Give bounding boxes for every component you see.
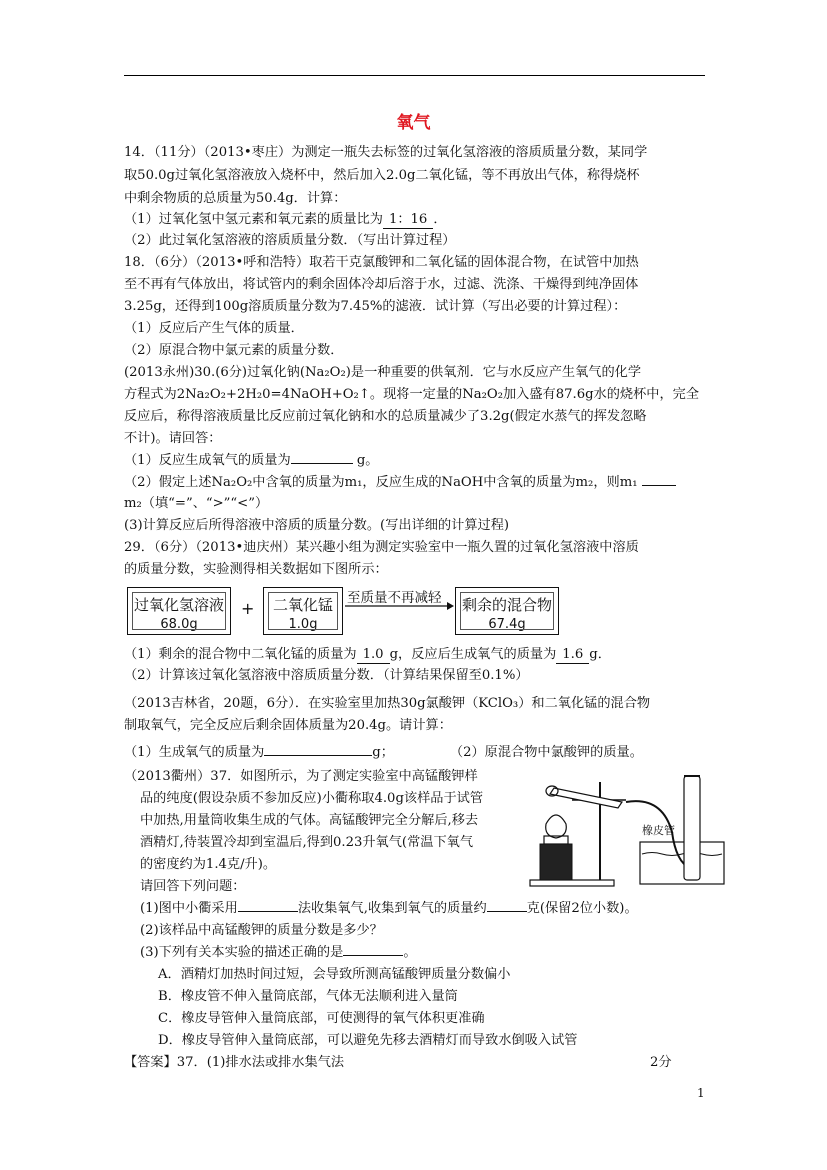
text-line: 请回答下列问题：	[140, 879, 246, 894]
text-line: (2)该样品中高锰酸钾的质量分数是多少？	[140, 923, 383, 938]
answer-line: 【答案】37．(1)排水法或排水集气法	[124, 1055, 345, 1070]
q37-part1: (1)图中小衢采用 法收集氧气,收集到氧气的质量约 克(保留2位小数)。	[140, 901, 638, 916]
q29-answer-1: 1.0	[357, 647, 390, 664]
text-line: （1）反应后产生气体的质量．	[124, 321, 304, 336]
answer-tag: 【答案】	[124, 1055, 177, 1070]
flow-box-residue: 剩余的混合物 67.4g	[455, 587, 559, 635]
text-line: 3.25g，还得到100g溶质质量分数为7.45%的滤液．试计算（写出必要的计算过程）：	[124, 299, 627, 314]
option-c: C．橡皮导管伸入量筒底部，可使测得的氧气体积更准确	[158, 1011, 485, 1026]
text-line: 18．（6分）（2013•呼和浩特）取若干克氯酸钾和二氧化锰的固体混合物，在试管中加热	[124, 255, 639, 270]
text-line: 不计)。请回答：	[124, 431, 222, 446]
text-line: 14．（11分）（2013•枣庄）为测定一瓶失去标签的过氧化氢溶液的溶质质量分数，某同学	[124, 145, 648, 160]
text-line: （2013衢州）37．如图所示，为了测定实验室中高锰酸钾样	[124, 769, 478, 784]
q14-part1: （1）过氧化氢中氢元素和氧元素的质量比为 1：16 ．	[124, 212, 447, 227]
text-line: 方程式为2Na₂O₂+2H₂0=4NaOH+O₂↑。现将一定量的Na₂O₂加入盛有87.6g水的烧杯中，完全	[124, 387, 700, 402]
option-b: B．橡皮管不伸入量筒底部，气体无法顺利进入量筒	[158, 989, 458, 1004]
text-line: m₂（填“=”、“>”“<”）	[124, 496, 269, 511]
text-line: 的质量分数，实验测得相关数据如下图所示：	[124, 562, 388, 577]
text-line: （2）计算该过氧化氢溶液中溶质质量分数．（计算结果保留至0.1%）	[124, 668, 529, 683]
q20-part1: （1）生成氧气的质量为 g； （2）原混合物中氯酸钾的质量。	[124, 745, 643, 760]
text-line: 至不再有气体放出，将试管内的剩余固体冷却后溶于水，过滤、洗涤、干燥得到纯净固体	[124, 277, 639, 292]
text-line: 制取氧气，完全反应后剩余固体质量为20.4g。请计算：	[124, 718, 452, 733]
text-line: （2）此过氧化氢溶液的溶质质量分数．（写出计算过程）	[124, 233, 456, 248]
q29-part1: （1）剩余的混合物中二氧化锰的质量为 1.0 g，反应后生成氧气的质量为 1.6 g．	[124, 647, 611, 662]
q37-part3: (3)下列有关本实验的描述正确的是 。	[140, 945, 417, 960]
text-line: 中剩余物质的总质量为50.4g．计算：	[124, 191, 347, 206]
header-rule	[124, 75, 705, 76]
text-line: (3)计算反应后所得溶液中溶质的质量分数。(写出详细的计算过程)	[124, 518, 510, 533]
answer-score: 2分	[650, 1055, 672, 1070]
q14-answer: 1：16	[383, 212, 433, 229]
flow-box-h2o2: 过氧化氢溶液 68.0g	[127, 587, 231, 635]
text-line: 取50.0g过氧化氢溶液放入烧杯中，然后加入2.0g二氧化锰，等不再放出气体，称得烧杯	[124, 168, 640, 183]
text-line: 品的纯度(假设杂质不参加反应)小衢称取4.0g该样品于试管	[140, 791, 484, 806]
text-line: 反应后，称得溶液质量比反应前过氧化钠和水的总质量减少了3.2g(假定水蒸气的挥发忽略	[124, 409, 647, 424]
q30-part2: （2）假定上述Na₂O₂中含氧的质量为m₁，反应生成的NaOH中含氧的质量为m₂，则m₁	[124, 473, 676, 493]
text-line: 酒精灯,待装置冷却到室温后,得到0.23升氧气(常温下氧气	[140, 835, 474, 850]
text-line: 中加热,用量筒收集生成的气体。高锰酸钾完全分解后,移去	[140, 813, 479, 828]
text-line: 的密度约为1.4克/升)。	[140, 857, 277, 872]
page-number: 1	[697, 1086, 705, 1100]
q30-part1: （1）反应生成氧气的质量为 g。	[124, 453, 379, 468]
text-line: (2013永州)30.(6分)过氧化钠(Na₂O₂)是一种重要的供氧剂．它与水反应产生氧气的化学	[124, 365, 642, 380]
text-line: （2013吉林省，20题，6分）．在实验室里加热30g氯酸钾（KClO₃）和二氧化锰的混合物	[124, 696, 651, 711]
page-title: 氧气	[396, 113, 431, 133]
rubber-tube-label: 橡皮管	[642, 824, 675, 837]
flow-arrow-label: 至质量不再减轻	[347, 590, 442, 606]
text-line: 29．（6分）（2013•迪庆州）某兴趣小组为测定实验室中一瓶久置的过氧化氢溶液中溶质	[124, 540, 639, 555]
text-line: （2）原混合物中氯元素的质量分数．	[124, 343, 344, 358]
flow-box-mno2: 二氧化锰 1.0g	[263, 587, 343, 635]
lab-apparatus-illustration	[522, 772, 728, 890]
plus-sign: +	[241, 599, 255, 618]
flow-arrow	[343, 600, 455, 612]
option-a: A．酒精灯加热时间过短，会导致所测高锰酸钾质量分数偏小	[158, 967, 511, 982]
option-d: D．橡皮导管伸入量筒底部，可以避免先移去酒精灯而导致水倒吸入试管	[158, 1033, 578, 1048]
q29-answer-2: 1.6	[556, 647, 589, 664]
